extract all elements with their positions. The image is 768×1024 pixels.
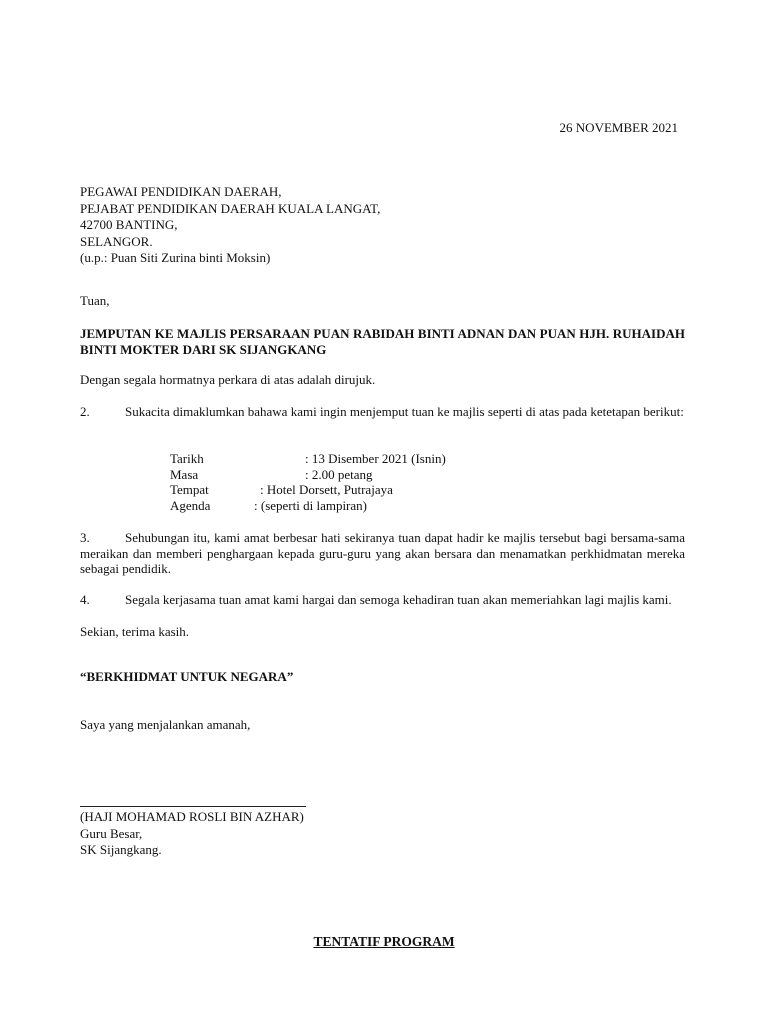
recipient-attention: (u.p.: Puan Siti Zurina binti Moksin) bbox=[80, 250, 271, 265]
detail-value: : (seperti di lampiran) bbox=[254, 497, 367, 513]
paragraph-4 bbox=[80, 592, 685, 607]
detail-row-date bbox=[170, 451, 446, 467]
paragraph-number: 2. bbox=[80, 404, 90, 419]
detail-row-time bbox=[170, 467, 446, 483]
letter-subject: JEMPUTAN KE MAJLIS PERSARAAN PUAN RABIDAH BINTI ADNAN DAN PUAN HJH. RUHAIDAH BINTI MOKTER DARI SK SIJANGKANG bbox=[80, 326, 685, 357]
signatory-school: SK Sijangkang. bbox=[80, 842, 162, 857]
signatory-title: Guru Besar, bbox=[80, 825, 143, 841]
detail-label: Masa bbox=[170, 466, 199, 482]
event-details bbox=[170, 451, 446, 513]
paragraph-number: 4. bbox=[80, 592, 90, 607]
tentatif-program-title: TENTATIF PROGRAM bbox=[313, 934, 455, 949]
detail-label: Tempat bbox=[170, 482, 209, 497]
recipient-line: 42700 BANTING, bbox=[80, 217, 178, 232]
paragraph-text: Sukacita dimaklumkan bahawa kami ingin menjemput tuan ke majlis seperti di atas pada ketetapan berikut: bbox=[125, 404, 684, 419]
detail-row-agenda bbox=[170, 498, 446, 514]
section-heading bbox=[0, 934, 768, 949]
paragraph-text: Sehubungan itu, kami amat berbesar hati sekiranya tuan dapat hadir ke majlis tersebut bagi bersama-sama meraikan dan memberi penghargaan kepada guru-guru yang akan bersara dan menamatkan perkhidmatan mereka sebagai pendidik. bbox=[80, 530, 685, 576]
paragraph-text: Segala kerjasama tuan amat kami hargai dan semoga kehadiran tuan akan memeriahkan lagi majlis kami. bbox=[125, 592, 672, 607]
signatory-block bbox=[80, 809, 304, 859]
detail-value: : 13 Disember 2021 (Isnin) bbox=[305, 451, 446, 466]
detail-row-venue bbox=[170, 482, 446, 498]
closing-line: Sekian, terima kasih. bbox=[80, 624, 190, 639]
trust-line: Saya yang menjalankan amanah, bbox=[80, 717, 251, 732]
recipient-line: PEGAWAI PENDIDIKAN DAERAH, bbox=[80, 184, 282, 199]
signature-line bbox=[80, 806, 306, 807]
recipient-line: SELANGOR. bbox=[80, 233, 153, 249]
recipient-address bbox=[80, 184, 380, 267]
detail-value: : Hotel Dorsett, Putrajaya bbox=[260, 482, 393, 497]
detail-value: : 2.00 petang bbox=[305, 466, 373, 482]
detail-label: Agenda bbox=[170, 497, 211, 513]
detail-label: Tarikh bbox=[170, 451, 204, 466]
motto: “BERKHIDMAT UNTUK NEGARA” bbox=[80, 669, 294, 684]
letter-date: 26 NOVEMBER 2021 bbox=[559, 120, 678, 135]
paragraph-3 bbox=[80, 530, 685, 577]
salutation: Tuan, bbox=[80, 293, 110, 308]
paragraph-number: 3. bbox=[80, 530, 90, 545]
recipient-line: PEJABAT PENDIDIKAN DAERAH KUALA LANGAT, bbox=[80, 200, 381, 216]
reference-line: Dengan segala hormatnya perkara di atas adalah dirujuk. bbox=[80, 372, 376, 387]
paragraph-2 bbox=[80, 404, 685, 419]
signatory-name: (HAJI MOHAMAD ROSLI BIN AZHAR) bbox=[80, 809, 304, 824]
